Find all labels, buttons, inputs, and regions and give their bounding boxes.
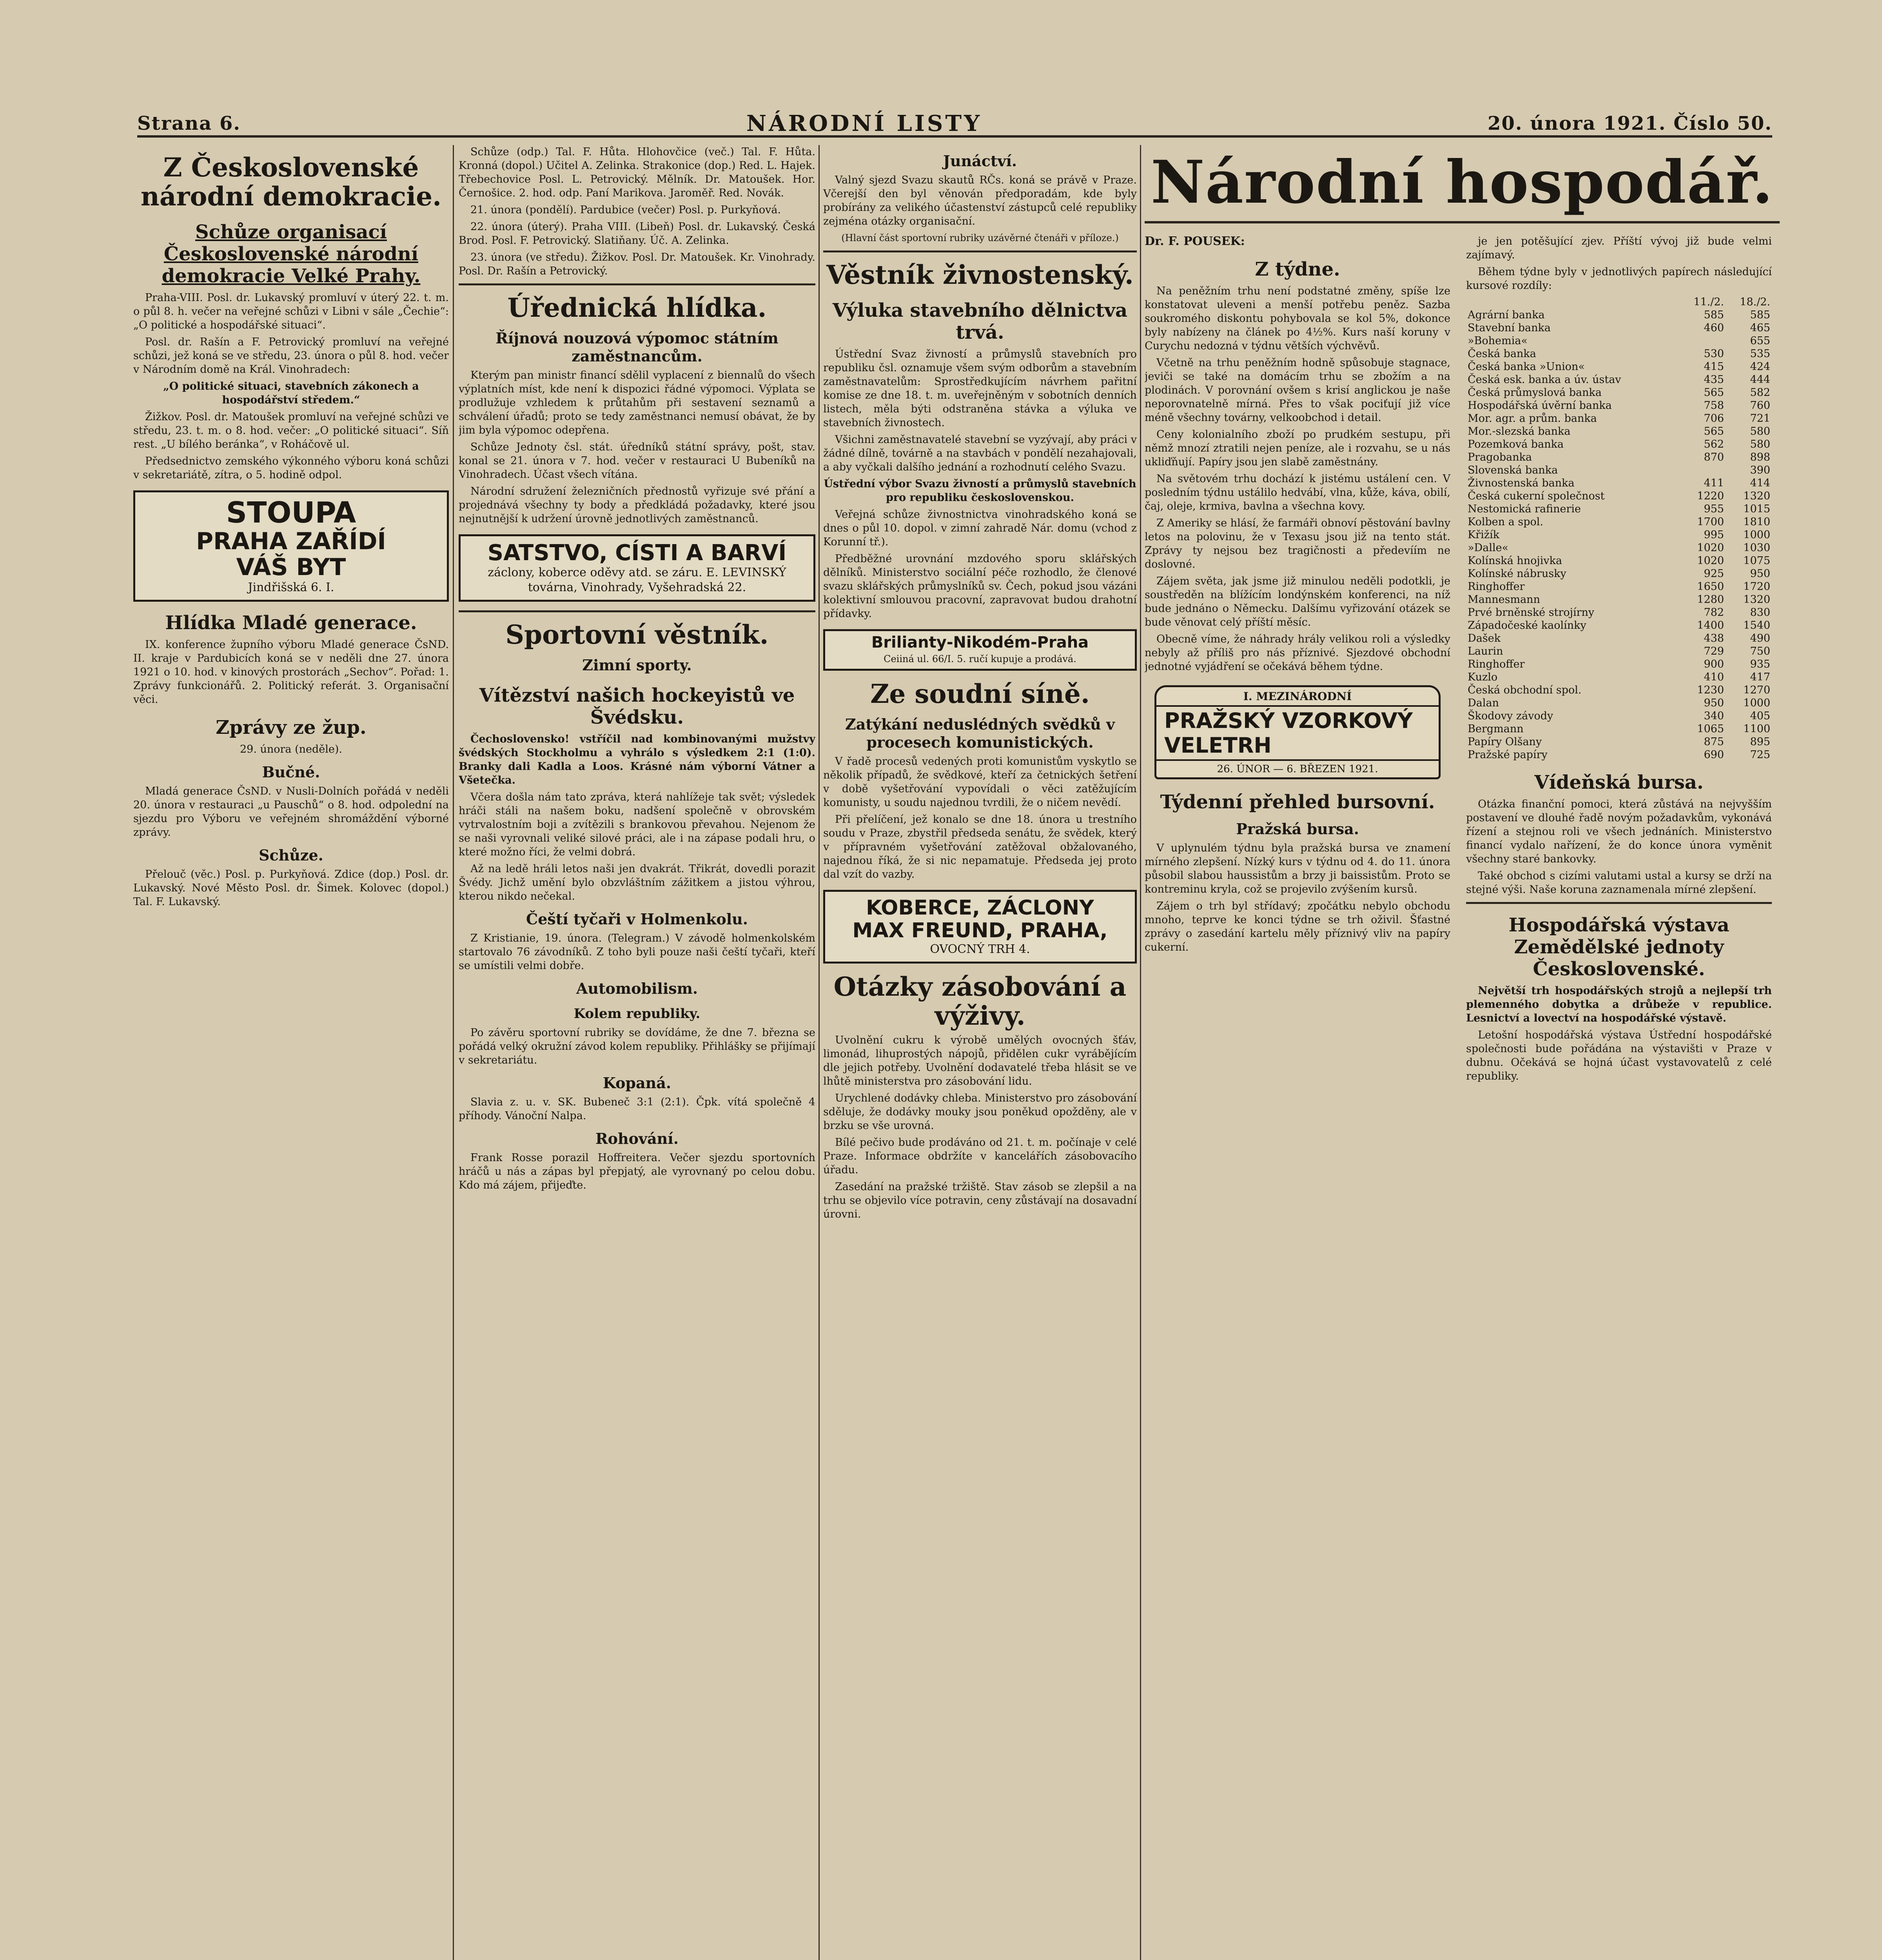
article-paragraph: Z Kristianie, 19. února. (Telegram.) V závodě holmenkolském startovalo 76 závodníků. Z toho byli pouze naši čeští tyčaři, kteří se umístili velmi dobře. [459, 932, 815, 972]
advert-title: SATSTVO, CÍSTI A BARVÍ [487, 540, 787, 566]
rate-company: Mor.-slezská banka [1468, 425, 1571, 437]
article-paragraph: Urychlené dodávky chleba. Ministerstvo pro zásobování sděluje, že dodávky mouky jsou poněkud opožděny, ale v brzku se vše urovná. [823, 1092, 1137, 1132]
advert-satstvo [459, 534, 815, 602]
rate-company: Pragobanka [1468, 451, 1532, 463]
divider [1466, 902, 1772, 904]
article-paragraph: Slavia z. u. v. SK. Bubeneč 3:1 (2:1). Čpk. vítá společně 4 příhody. Vánoční Nalpa. [459, 1096, 815, 1122]
article-paragraph: Veřejná schůze živnostnictva vinohradského koná se dnes o půl 10. dopol. v zimní zahradě Nár. domu (vchod z Korunní tř.). [823, 508, 1137, 548]
article-paragraph: Otázka finanční pomoci, která zůstává na nejvyšším postavení ve dlouhé řadě novým požadavkům, vykonává řízení a stejnou roli ve všech jednáních. Ministerstvo financí vydalo nařízení, že do konce února vyměnit všechny staré bankovky. [1466, 798, 1772, 865]
rate-company: Pražské papíry [1468, 749, 1548, 761]
article-paragraph: Letošní hospodářská výstava Ústřední hospodářské společnosti bude pořádána na výstavišti v Praze v dubnu. Očekává se hojná účast vystavovatelů z celé republiky. [1466, 1029, 1772, 1082]
article-signature: Ústřední výbor Svazu živností a průmyslů stavebních pro republiku československou. [824, 478, 1136, 504]
rate-value: 935 [1750, 658, 1770, 670]
rate-company: Agrární banka [1468, 309, 1545, 321]
rate-value [1679, 464, 1726, 477]
rate-value: 1220 [1697, 490, 1724, 502]
rate-company: Kolínská hnojivka [1468, 555, 1563, 567]
hospodar-columns [1145, 229, 1780, 1086]
rate-company: Škodovy závody [1468, 710, 1554, 722]
rate-company: Ringhoffer [1468, 581, 1525, 593]
article-paragraph: Až na ledě hráli letos naši jen dvakrát. Třikrát, dovedli porazit Švédy. Jichž umění bylo obzvláštním zážitkem a jistou výhrou, kterou nikdo nečekal. [459, 863, 815, 902]
rates-body [1466, 309, 1772, 761]
article-paragraph: Během týdne byly v jednotlivých papírech následující kursové rozdíly: [1466, 266, 1772, 292]
emblem-title: PRAŽSKÝ VZORKOVÝ VELETRH [1156, 705, 1439, 761]
rate-value: 1650 [1697, 581, 1724, 593]
rate-value: 411 [1704, 477, 1724, 489]
rate-value: 1720 [1743, 581, 1770, 593]
emblem-date: 26. ÚNOR — 6. BŘEZEN 1921. [1217, 763, 1378, 775]
table-row [1466, 438, 1772, 451]
rate-company: Česká banka [1468, 348, 1536, 360]
rate-company: Kolben a spol. [1468, 516, 1543, 528]
hospodar-left [1145, 229, 1450, 1086]
table-row [1466, 528, 1772, 541]
advert-address: továrna, Vinohrady, Vyšehradská 22. [528, 581, 746, 594]
rate-value: 340 [1704, 710, 1724, 722]
rate-value: 1000 [1743, 529, 1770, 541]
table-row [1466, 710, 1772, 722]
advert-line: VÁŠ BYT [236, 554, 346, 581]
article-paragraph: Včera došla nám tato zpráva, která nahlížeje tak svět; výsledek hráči stáli na našem boku, nadšení společně v obrovském vytrvalostním boji a zvítězili s brankovou převahou. Nejenom že se naši vyrovnali veliké silové práci, ale i na zápase podali hru, o které možno říci, že velmi dobrá. [459, 791, 815, 858]
rate-value: 1320 [1743, 490, 1770, 502]
rate-value: 1280 [1697, 593, 1724, 606]
section-heading: Junáctví. [943, 152, 1017, 170]
divider [1145, 221, 1780, 223]
rate-value: 870 [1704, 451, 1724, 463]
subheadline: Kolem republiky. [573, 1006, 701, 1022]
rate-company: Dašek [1468, 632, 1501, 644]
table-row [1466, 580, 1772, 593]
rate-value: 490 [1750, 632, 1770, 644]
article-paragraph: Zasedání na pražské tržiště. Stav zásob se zlepšil a na trhu se objevilo více potravin, ceny zůstávají na dosavadní úrovni. [823, 1181, 1137, 1220]
rate-value: 1075 [1743, 555, 1770, 567]
rate-company: Česká cukerní společnost [1468, 490, 1605, 502]
article-paragraph: Uvolnění cukru k výrobě umělých ovocných šťáv, limonád, lihuprostých nápojů, přidělen cukr vyrábějícím dle jejich potřeby. Uvolnění dodavatelé třeba hlásit se ve lhůtě ministerstva pro zásobování lidu. [823, 1034, 1137, 1087]
headline-vestnik-zivnostensky: Věstník živnostenský. [826, 260, 1134, 290]
table-row [1466, 490, 1772, 503]
table-row [1466, 309, 1772, 321]
rate-company: Dalan [1468, 697, 1499, 709]
rate-company: Slovenská banka [1468, 464, 1558, 476]
table-row [1466, 554, 1772, 567]
table-row [1466, 541, 1772, 554]
rate-value: 390 [1750, 464, 1770, 476]
rate-company: Mor. agr. a prům. banka [1468, 412, 1597, 425]
section-heading: Čeští tyčaři v Holmenkolu. [526, 910, 748, 928]
rate-value: 725 [1750, 749, 1770, 761]
table-row [1466, 748, 1772, 761]
table-row [1466, 477, 1772, 490]
table-row [1466, 399, 1772, 412]
rate-value: 721 [1750, 412, 1770, 425]
rate-value: 414 [1750, 477, 1770, 489]
advert-brilianty [823, 629, 1137, 671]
subheadline: Zatýkání neduslédných svědků v procesech komunistických. [845, 715, 1115, 751]
rate-value: 460 [1704, 322, 1724, 334]
rate-company: Křižík [1468, 529, 1499, 541]
rate-value: 760 [1750, 399, 1770, 412]
masthead [137, 112, 1772, 138]
rate-company: Bergmann [1468, 723, 1524, 735]
article-paragraph: Frank Rosse porazil Hoffreitera. Večer sjezdu sportovních hráčů u nás a zápas byl přepjatý, ale vyrovnaný po celou dobu. Kdo má zájem, přijeďte. [459, 1152, 815, 1191]
table-row [1466, 386, 1772, 399]
section-masthead-narodni-hospodar: Národní hospodář. [1151, 148, 1774, 217]
rate-value: 995 [1704, 529, 1724, 541]
rate-value: 875 [1704, 736, 1724, 748]
advert-title: Brilianty-Nikodém-Praha [871, 633, 1089, 652]
article-paragraph: IX. konference župního výboru Mladé generace ČsND. II. kraje v Pardubicích koná se v neděli dne 27. února 1921 o 10. hod. v kinových prostorách „Sechov“. Pořad: 1. Zprávy funkcionářů. 2. Politický referát. 3. Organisační věci. [133, 639, 449, 706]
article-paragraph: Kterým pan ministr financí sdělil vyplacení z biennalů do všech výplatních míst, kde není k dispozici řádné výpomoci. Výplata se prodlužuje vzhledem k průtahům při sestavení seznamů a schválení úřadů; proto se tedy zaměstnanci nemusí obávat, že by jim byla výpomoc odepřena. [459, 369, 815, 436]
rate-value: 706 [1704, 412, 1724, 425]
article-paragraph: Schůze Jednoty čsl. stát. úředníků státní správy, pošt, stav. konal se 21. února v 7. hod. večer v restauraci U Bubeníků na Vinohradech. Účast všech vítána. [459, 441, 815, 481]
table-row [1466, 593, 1772, 606]
article-paragraph: Včetně na trhu peněžním hodně spůsobuje stagnace, jeviči se také na domácím trhu se zbožím a na plodinách. V porovnání ovšem s krisí anglickou je naše neporovnatelně mírná. Přes to však pociťují již více méně všechny továrny, velkoobchod i detail. [1145, 357, 1450, 424]
article-paragraph: Z Ameriky se hlásí, že farmáři obnoví pěstování bavlny letos na polovinu, že v Texasu jsou již na tento stát. Zprávy ty nejsou bez tragičnosti a předevíím ne doslovné. [1145, 517, 1450, 570]
subheadline: Vítězství našich hockeyistů ve Švédsku. [479, 684, 795, 728]
article-paragraph: Všichni zaměstnavatelé stavební se vyzývají, aby práci v žádné dílně, továrně a na stavbách v pondělí nezahajovali, a aby vyčkali dalšího jednání a rozhodnutí celého Svazu. [823, 434, 1137, 473]
rate-value: 535 [1750, 348, 1770, 360]
table-row [1466, 567, 1772, 580]
rate-value: 1810 [1743, 516, 1770, 528]
table-row [1466, 515, 1772, 528]
rate-value: 1100 [1743, 723, 1770, 735]
table-row [1466, 334, 1772, 347]
subheadline: Zimní sporty. [582, 656, 692, 674]
headline-narodni-demokracie: Z Československé národní demokracie. [140, 152, 442, 212]
article-paragraph: 21. února (pondělí). Pardubice (večer) Posl. p. Purkyňová. [470, 204, 781, 216]
rate-company: Česká průmyslová banka [1468, 387, 1602, 399]
article-paragraph: V uplynulém týdnu byla pražská bursa ve znamení mírného zlepšení. Nízký kurs v týdnu od 4. do 11. února působil slabou haussistům a brzy ji baissistům. Proto se kontreminu kryla, což se projevilo zvýšením kursů. [1145, 842, 1450, 895]
rate-value: 415 [1704, 361, 1724, 373]
advert-address: OVOCNÝ TRH 4. [930, 942, 1030, 956]
rate-value: 565 [1704, 425, 1724, 437]
rate-value: 950 [1750, 568, 1770, 580]
article-paragraph: Žižkov. Posl. dr. Matoušek promluví na veřejné schůzi ve středu, 23. t. m. o 8. hod. večer: „O politické situaci“. Síň rest. „U bílého beránka“, v Roháčově ul. [133, 411, 449, 450]
section-heading: Hospodářská výstava Zemědělské jednoty Československé. [1508, 914, 1730, 980]
rate-value: 1020 [1697, 542, 1724, 554]
article-paragraph: Obecně víme, že náhrady hrály velikou roli a výsledky nebyly až příliš pro nás příznivé. Sjezdové obchodní jednotné vyjádření se očekává během týdne. [1145, 633, 1450, 673]
table-row [1466, 645, 1772, 658]
table-row [1466, 503, 1772, 515]
article-paragraph: Na světovém trhu dochází k jistému ustálení cen. V posledním týdnu ustálilo hedvábí, vlna, kůže, káva, obilí, čaj, oleje, krmiva, bavlna a všechna kovy. [1145, 473, 1450, 512]
advert-address: Jindřišská 6. I. [248, 581, 334, 594]
column-rule [453, 145, 454, 1960]
rate-value: 1030 [1743, 542, 1770, 554]
article-paragraph: Předsednictvo zemského výkonného výboru koná schůzi v sekretariátě, zítra, o 5. hodině odpol. [133, 455, 449, 481]
rate-value: 1230 [1697, 684, 1724, 696]
column-4 [1145, 145, 1780, 1960]
rates-header-cell: 11./2. [1693, 296, 1724, 308]
table-row [1466, 697, 1772, 710]
rate-company: Pozemková banka [1468, 438, 1564, 450]
headline-sportovni-vestnik: Sportovní věstník. [505, 619, 769, 650]
rate-value: 950 [1704, 697, 1724, 709]
table-row [1466, 464, 1772, 477]
hospodar-right [1466, 229, 1772, 1086]
rate-value: 1015 [1743, 503, 1770, 515]
rate-value: 405 [1750, 710, 1770, 722]
rate-value: 758 [1704, 399, 1724, 412]
advert-line: PRAHA ZAŘÍDÍ [196, 528, 386, 555]
rate-value: 782 [1704, 606, 1724, 619]
column-2 [459, 145, 815, 1960]
headline-zasobovani: Otázky zásobování a výživy. [833, 971, 1127, 1031]
rate-value: 900 [1704, 658, 1724, 670]
masthead-title: NÁRODNÍ LISTY [746, 111, 982, 136]
headline-urednicka-hlidka: Úřednická hlídka. [507, 292, 767, 323]
rate-company: Západočeské kaolínky [1468, 619, 1586, 632]
rate-value: 1065 [1697, 723, 1724, 735]
subheadline: Říjnová nouzová výpomoc státním zaměstnancům. [495, 329, 779, 365]
rate-value [1679, 334, 1726, 347]
section-heading: Rohování. [595, 1130, 679, 1147]
rate-value: 1270 [1743, 684, 1770, 696]
rate-company: Živnostenská banka [1468, 477, 1575, 489]
column-rule [818, 145, 820, 1960]
rate-value: 530 [1704, 348, 1724, 360]
rate-value: 1540 [1743, 619, 1770, 632]
column-rule [1140, 145, 1141, 1960]
section-heading: Týdenní přehled bursovní. [1160, 791, 1435, 813]
advert-title: KOBERCE, ZÁCLONY [866, 896, 1094, 920]
table-row [1466, 658, 1772, 671]
article-lead: Největší trh hospodářských strojů a nejlepší trh plemenného dobytka a drůbeže v republice. Lesnictví a lovectví na hospodářské výstavě. [1466, 985, 1772, 1024]
table-row [1466, 347, 1772, 360]
divider [459, 610, 815, 612]
veletrh-emblem [1154, 685, 1441, 779]
table-row [1466, 606, 1772, 619]
rate-company: Ringhoffer [1468, 658, 1525, 670]
table-row [1466, 321, 1772, 334]
rate-value: 444 [1750, 374, 1770, 386]
article-paragraph: 23. února (ve středu). Žižkov. Posl. Dr. Matoušek. Kr. Vinohrady. Posl. Dr. Rašín a Petrovický. [459, 251, 815, 277]
note: (Hlavní část sportovní rubriky uzávěrné čtenáři v příloze.) [841, 232, 1119, 243]
rate-value: 580 [1750, 438, 1770, 450]
table-row [1466, 451, 1772, 464]
article-quote: „O politické situaci, stavebních zákonech a hospodářství středem.“ [163, 380, 419, 406]
article-paragraph: Praha-VIII. Posl. dr. Lukavský promluví v úterý 22. t. m. o půl 8. h. večer na veřejné schůzi v Libni v sále „Čechie“: „O politické a hospodářské situaci“. [133, 292, 449, 331]
table-row [1466, 632, 1772, 645]
column-3 [823, 145, 1137, 1960]
rate-value: 830 [1750, 606, 1770, 619]
article-paragraph: Zájem o trh byl střídavý; zpočátku nebylo obchodu mnoho, teprve ke konci týdne se trh oživil. Šťastné zprávy o zasedání kartelu měly příznivý vliv na papíry cukerní. [1145, 900, 1450, 953]
rate-value: 438 [1704, 632, 1724, 644]
article-lead: Čechoslovensko! vstříčil nad kombinovanými mužstvy švédských Stockholmu a vyhrálo s výsledkem 2:1 (1:0). Branky dali Kadla a Loos. Krásné nám výborní Vátner a Všetečka. [459, 733, 815, 786]
section-heading: Kopaná. [603, 1074, 671, 1092]
rate-value: 417 [1750, 671, 1770, 683]
rate-value: 585 [1704, 309, 1724, 321]
article-paragraph: Po závěru sportovní rubriky se dovídáme, že dne 7. března se pořádá velký okružní závod kolem republiky. Přihlášky se přijímají v sekretariátu. [459, 1027, 815, 1066]
subheadline-schuze: Schůze organisací Československé národní demokracie Velké Prahy. [162, 221, 421, 287]
masthead-date: 20. února 1921. Číslo 50. [1487, 113, 1772, 134]
advert-name: MAX FREUND, PRAHA, [852, 919, 1108, 942]
section-heading: Schůze. [259, 846, 323, 864]
section-heading: Vídeňská bursa. [1534, 771, 1704, 793]
rate-value: 580 [1750, 425, 1770, 437]
rate-company: »Dalle« [1468, 542, 1509, 554]
table-row [1466, 373, 1772, 386]
table-row [1466, 412, 1772, 425]
table-row [1466, 684, 1772, 697]
rate-value: 750 [1750, 645, 1770, 657]
article-paragraph: Na peněžním trhu není podstatné změny, spíše lze konstatovat uleveni a menší potřebu peněz. Sazba soukromého diskontu pohybovala se kol 5%, dokonce byly nabízeny na článek po 4½%. Kurs naší koruny v Curychu nedozná v týdnu větších výchvěvů. [1145, 285, 1450, 352]
table-row [1466, 425, 1772, 438]
rates-header-row [1466, 296, 1772, 309]
rate-company: Česká esk. banka a úv. ústav [1468, 374, 1621, 386]
rate-value: 585 [1750, 309, 1770, 321]
rate-value: 1320 [1743, 593, 1770, 606]
headline-soudni-sin: Ze soudní síně. [870, 679, 1090, 709]
rate-value: 898 [1750, 451, 1770, 463]
rate-value: 562 [1704, 438, 1724, 450]
rate-company: Papíry Olšany [1468, 736, 1542, 748]
article-paragraph: Zájem světa, jak jsme již minulou neděli podotkli, je soustředěn na blížícím londýnském konferenci, na níž bude jednáno o Německu. Dalšímu vyřizování otázek se bude věnovat celý příští měsíc. [1145, 575, 1450, 628]
section-heading: Zprávy ze žup. [216, 717, 367, 739]
rate-company: Česká banka »Union« [1468, 361, 1585, 373]
rate-value: 582 [1750, 387, 1770, 399]
article-paragraph: Také obchod s cizími valutami ustal a kursy se drží na stejné výši. Naše koruna zaznamenala mírné zlepšení. [1466, 870, 1772, 896]
rate-value: 565 [1704, 387, 1724, 399]
rate-value: 925 [1704, 568, 1724, 580]
rate-value: 895 [1750, 736, 1770, 748]
rate-value: 424 [1750, 361, 1770, 373]
rates-header-cell: 18./2. [1740, 296, 1770, 308]
rate-value: 690 [1704, 749, 1724, 761]
advert-stoupa [133, 490, 449, 602]
divider [823, 250, 1137, 252]
rate-value: 729 [1704, 645, 1724, 657]
masthead-page-number: Strana 6. [137, 113, 241, 134]
rate-value: 410 [1704, 671, 1724, 683]
advert-koberce [823, 890, 1137, 964]
article-paragraph: Posl. dr. Rašín a F. Petrovický promluví na veřejné schůzi, jež koná se ve středu, 23. února o půl 8. hod. večer v Národním domě na Král. Vinohradech: [133, 336, 449, 376]
rate-company: Kolínské nábrusky [1468, 568, 1566, 580]
advert-title: STOUPA [226, 496, 356, 530]
rate-value: 1020 [1697, 555, 1724, 567]
rate-company: Mannesmann [1468, 593, 1540, 606]
table-row [1466, 671, 1772, 684]
article-paragraph: Ceny kolonialního zboží po prudkém sestupu, při němž mnozí ztratili nejen peníze, ale i rozvahu, se u nás ukliďňují. Papíry jsou jen slabě zaměstnány. [1145, 428, 1450, 468]
table-row [1466, 735, 1772, 748]
rate-company: Stavební banka [1468, 322, 1551, 334]
advert-text: Ceiiná ul. 66/I. 5. ručí kupuje a prodává. [884, 653, 1076, 664]
table-row [1466, 360, 1772, 373]
rate-value: 1000 [1743, 697, 1770, 709]
rate-value: 655 [1750, 335, 1770, 347]
section-heading: Hlídka Mladé generace. [165, 612, 417, 634]
rate-company: Hospodářská úvěrní banka [1468, 399, 1612, 412]
article-paragraph: Mladá generace ČsND. v Nusli-Dolních pořádá v neděli 20. února v restauraci „u Pauschů“ o 8. hod. odpolední na sjezdu pro Výboru ve veřejném shromáždění výborné zprávy. [133, 785, 449, 838]
section-heading: Z týdne. [1255, 258, 1340, 280]
advert-text: záclony, koberce oděvy atd. se záru. E. LEVINSKÝ [488, 566, 786, 579]
table-row [1466, 619, 1772, 632]
article-paragraph: je jen potěšující zjev. Příští vývoj již bude velmi zajímavý. [1466, 235, 1772, 261]
rates-header-cell [1466, 296, 1679, 309]
rate-company: Kuzlo [1468, 671, 1498, 683]
rate-value: 955 [1704, 503, 1724, 515]
emblem-line: I. MEZINÁRODNÍ [1243, 690, 1352, 703]
date-line: 29. února (neděle). [240, 743, 343, 755]
table-row [1466, 722, 1772, 735]
column-1 [133, 145, 449, 1960]
article-paragraph: 22. února (úterý). Praha VIII. (Libeň) Posl. dr. Lukavský. Česká Brod. Posl. F. Petrovický. Slatiňany. Úč. A. Zelinka. [459, 221, 815, 247]
article-paragraph: V řadě procesů vedených proti komunistům vyskytlo se několik případů, že svědkové, kteří za četnických šetření v době vyšetřování vypovídali o věci zatěžujícím komunisty, u soudu najednou tvrdili, že o ničem nevědí. [823, 755, 1137, 809]
subheadline: Výluka stavebního dělnictva trvá. [832, 299, 1128, 343]
rate-value: 1400 [1697, 619, 1724, 632]
article-paragraph: Předběžné urovnání mzdového sporu sklářských dělníků. Ministerstvo sociální péče rozhodlo, že členové svazu sklářských průmyslníků sv. Čech, pokud jsou vázáni kolektivní smlouvou pracovní, zapravovat budou drahotní přídavky. [823, 553, 1137, 620]
article-paragraph: Valný sjezd Svazu skautů RČs. koná se právě v Praze. Včerejší den byl věnován předporadám, kde byly probírány za velikého účastenství zástupců celé republiky zejména otázky organisační. [823, 174, 1137, 227]
article-paragraph: Bílé pečivo bude prodáváno od 21. t. m. počínaje v celé Praze. Informace obdržíte v kancelářích zásobovacího úřadu. [823, 1136, 1137, 1176]
rate-company: Prvé brněnské strojírny [1468, 606, 1595, 619]
rate-company: Česká obchodní spol. [1468, 684, 1582, 696]
article-paragraph: Národní sdružení železničních přednostů vyřizuje své přání a projednává všechny ty body a předkládá požadavky, které jsou nejnutnější k udržení úrovně jednotlivých zaměstnanců. [459, 485, 815, 525]
rate-value: 435 [1704, 374, 1724, 386]
article-paragraph: Při přelíčení, jež konalo se dne 18. února u trestního soudu v Praze, zbystřil předseda senátu, že svědek, který v přípravném vyšetřování zatěžoval obžalovaného, najednou říká, že si nic nepamatuje. Předseda jej proto dal vzít do vazby. [823, 813, 1137, 880]
article-paragraph: Schůze (odp.) Tal. F. Hůta. Hlohovčice (več.) Tal. F. Hůta. Kronná (dopol.) Učitel A. Zelinka. Strakonice (dop.) Red. L. Hajek. Třebechovice Posl. L. Petrovický. Mělník. Dr. Matoušek. Hor. Černošice. 2. hod. odp. Paní Marikova. Jaroměř. Red. Novák. [459, 146, 815, 199]
article-paragraph: Přelouč (věc.) Posl. p. Purkyňová. Zdice (dop.) Posl. dr. Lukavský. Nové Město Posl. dr. Šimek. Kolovec (dopol.) Tal. F. Lukavský. [133, 868, 449, 908]
section-heading: Automobilism. [576, 980, 698, 997]
author-byline: Dr. F. POUSEK: [1145, 234, 1245, 248]
rate-company: Laurin [1468, 645, 1503, 657]
rate-value: 1700 [1697, 516, 1724, 528]
divider [459, 283, 815, 285]
rate-company: »Bohemia« [1468, 335, 1528, 347]
article-paragraph: Ústřední Svaz živností a průmyslů stavebních pro republiku čsl. oznamuje všem svým odborům a stavebním zaměstnavatelům: Sprostředkujícím návrhem pařitní komise ze dne 18. t. m. uveřejněným v sobotních denních listech, měla býti odstraněna stávka a výluka ve stavebních živnostech. [823, 348, 1137, 429]
stock-rates-table [1466, 296, 1772, 761]
subheadline: Pražská bursa. [1236, 820, 1359, 838]
rate-value: 465 [1750, 322, 1770, 334]
rate-company: Nestomická rafinerie [1468, 503, 1581, 515]
section-heading: Bučné. [262, 763, 320, 781]
